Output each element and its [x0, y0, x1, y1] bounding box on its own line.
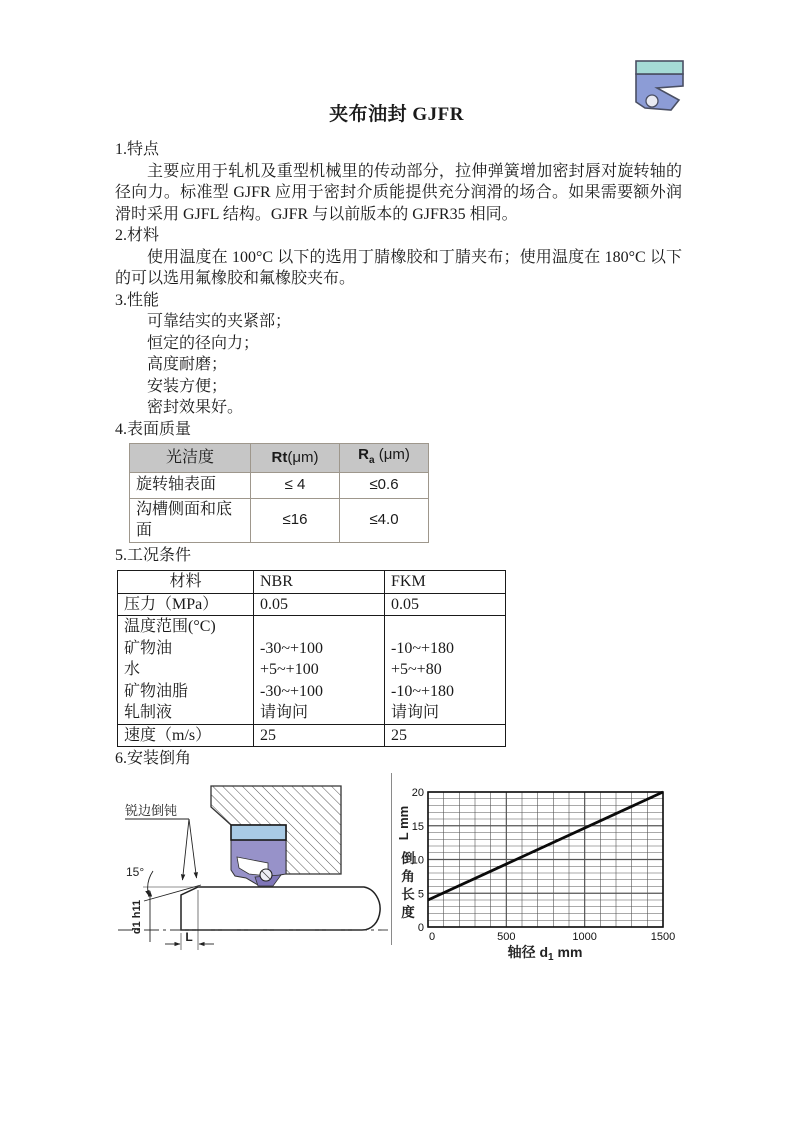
y-axis-label-vertical: 角 [401, 868, 415, 884]
x-axis-label: 轴径 $d_1$ mm [507, 943, 583, 963]
y-axis-label-vertical: 倒 [401, 850, 415, 866]
chamfer-angle-label: 15° [126, 864, 145, 879]
y-tick-label: 10 [411, 854, 424, 866]
column-header-fkm: FKM [385, 571, 506, 594]
figure-divider [391, 773, 392, 945]
page-title: 夹布油封 GJFR [329, 104, 464, 125]
performance-item: 安装方便； [147, 377, 228, 395]
x-tick-label: 1500 [650, 930, 676, 943]
y-tick-label: 15 [411, 820, 424, 833]
y-axis-label-vertical: 长 [401, 886, 415, 902]
performance-item: 高度耐磨； [147, 356, 228, 373]
table-header-row [130, 444, 429, 473]
shaft-section [181, 887, 380, 930]
table-row: 沟槽侧面和底面 ≤16 ≤4.0 [130, 498, 429, 542]
table-row-temperature-group: 温度范围(°C) 矿物油 水 矿物油脂 轧制液 -30~+100 +5~+100 -30~+100 请询问 -10~+180 +5~+80 -10~+180 请询问 [118, 616, 506, 725]
column-header-nbr: NBR [254, 571, 385, 594]
document-body [115, 139, 682, 971]
seal-fabric-band [231, 825, 286, 840]
x-tick-label: 1000 [572, 930, 597, 943]
section-4-heading: 4.表面质量 [115, 420, 192, 438]
performance-item: 密封效果好。 [147, 399, 244, 416]
working-conditions-table [117, 570, 506, 747]
shaft-diameter-label: d1 h11 [131, 899, 143, 934]
performance-item: 恒定的径向力； [147, 334, 260, 352]
surface-quality-table [129, 443, 429, 543]
section-1-paragraph: 主要应用于轧机及重型机械里的传动部分，拉伸弹簧增加密封唇对旋转轴的径向力。标准型 GJFR 应用于密封介质能提供充分润滑的场合。如果需要额外润滑时采用 GJFL 结构。GJFR 与以前版本的 GJFR35 相同。 [115, 162, 682, 223]
column-header-ra: $R_a$ (μm) [340, 444, 429, 473]
table-row: 速度（m/s） 25 25 [118, 724, 506, 747]
performance-item: 可靠结实的夹紧部； [147, 313, 292, 330]
section-2-heading: 2.材料 [115, 227, 160, 244]
x-tick-label: 0 [428, 930, 436, 943]
x-tick-label: 500 [497, 930, 516, 943]
column-header-finish: 光洁度 [130, 444, 251, 473]
section-2-paragraph: 使用温度在 100°C 以下的选用丁腈橡胶和丁腈夹布；使用温度在 180°C 以下的可以选用氟橡胶和氟橡胶夹布。 [115, 248, 682, 287]
callout-label: 锐边倒钝 [125, 802, 178, 818]
y-axis-label-vertical: 度 [401, 904, 415, 920]
chamfer-length-label: L [185, 929, 193, 944]
y-tick-label: 0 [417, 921, 424, 934]
table-row: 压力（MPa） 0.05 0.05 [118, 593, 506, 616]
section-5-heading: 5.工况条件 [115, 546, 192, 564]
column-header-rt: Rt(μm) [251, 444, 340, 473]
table-header-row [118, 571, 506, 594]
y-axis-label: L mm [396, 805, 411, 840]
section-3-heading: 3.性能 [115, 291, 160, 309]
column-header-material: 材料 [118, 571, 254, 594]
y-tick-label: 5 [417, 887, 424, 900]
y-tick-label: 20 [411, 786, 424, 799]
chamfer-drawing [116, 779, 390, 959]
section-6-heading: 6.安装倒角 [115, 750, 192, 767]
installation-figures [115, 771, 682, 971]
section-1-heading: 1.特点 [115, 141, 160, 158]
table-row: 旋转轴表面 ≤ 4 ≤0.6 [130, 472, 429, 498]
chamfer-length-chart [395, 771, 695, 966]
